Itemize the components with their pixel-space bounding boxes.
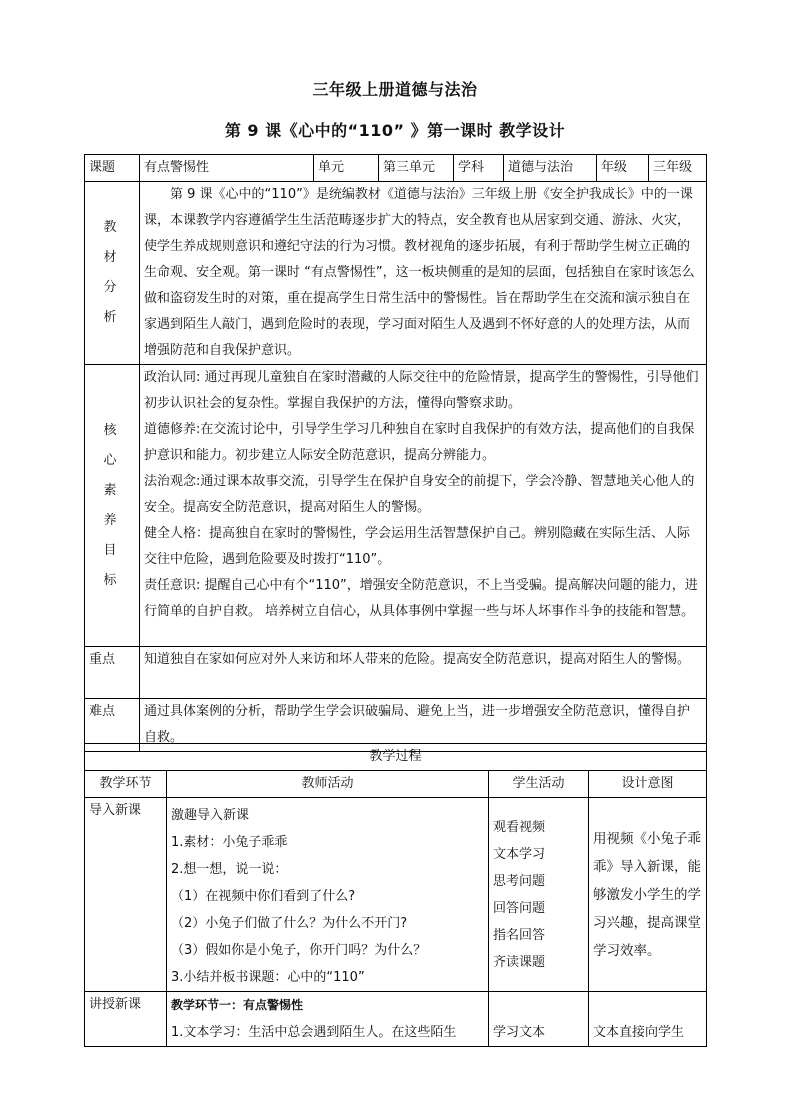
difficulty-label: 难点: [85, 699, 140, 752]
col-stage-header: 教学环节: [85, 771, 167, 798]
student-line: 思考问题: [493, 873, 546, 889]
subject-value: 道德与法治: [504, 155, 597, 182]
teacher-line: 激趣导入新课: [171, 808, 250, 823]
stage-new-lesson: 讲授新课: [85, 992, 167, 1047]
teacher-line: 3.小结并板书课题：心中的“110”: [171, 970, 365, 985]
lesson-info-table: [84, 154, 707, 752]
analysis-label-char: 析: [103, 310, 127, 325]
student-line: 指名回答: [493, 927, 546, 943]
difficulty-text: 通过具体案例的分析，帮助学生学会识破骗局、避免上当，进一步增强安全防范意识，懂得自护自救。: [140, 699, 707, 752]
teacher-line: （2）小兔子们做了什么？为什么不开门?: [171, 916, 408, 931]
page-subtitle: 第 9 课《心中的“110” 》第一课时 教学设计: [224, 121, 566, 140]
student-line: 回答问题: [493, 900, 546, 916]
teacher-activity-intro: [167, 798, 489, 992]
stage-intro: 导入新课: [85, 798, 167, 992]
core-goals-text: [140, 365, 707, 647]
process-header: 教学过程: [85, 744, 707, 771]
design-intent-intro: 用视频《小兔子乖乖》导入新课，能够激发小学生的学习兴趣，提高课堂学习效率。: [589, 798, 707, 992]
core-label-char: 心: [103, 452, 127, 468]
student-line: 观看视频: [493, 819, 546, 835]
core-goal-item: 政治认同: 通过再现儿童独自在家时潜藏的人际交往中的危险情景，提高学生的警惕性，引导他们初步认识社会的复杂性。掌握自我保护的方法，懂得向警察求助。: [144, 370, 699, 411]
col-teacher-header: 教师活动: [167, 771, 489, 798]
core-label-char: 核: [103, 422, 127, 438]
col-student-header: 学生活动: [489, 771, 589, 798]
core-label-char: 目: [103, 542, 127, 558]
unit-value: 第三单元: [379, 155, 454, 182]
intent-line: 文本直接向学生: [593, 1025, 685, 1040]
key-point-text: 知道独自在家如何应对外人来访和坏人带来的危险。提高安全防范意识，提高对陌生人的警惕。: [140, 647, 707, 699]
student-line: 文本学习: [493, 846, 546, 862]
col-intent-header: 设计意图: [589, 771, 707, 798]
teacher-line: 2.想一想，说一说：: [171, 862, 288, 877]
teaching-process-table: [84, 743, 707, 1047]
core-label-char: 养: [103, 512, 127, 528]
teacher-line: 1.素材：小兔子乖乖: [171, 835, 288, 850]
topic-value: 有点警惕性: [140, 155, 314, 182]
core-goal-item: 责任意识: 提醒自己心中有个“110”，增强安全防范意识，不上当受骗。提高解决问题的能力，进行简单的自护自救。 培养树立自信心，从具体事例中掌握一些与坏人坏事作斗争的技能和智慧。: [144, 578, 698, 619]
design-intent-new-lesson: [589, 992, 707, 1047]
core-label-char: 标: [103, 572, 127, 588]
core-goals-label: [85, 365, 140, 647]
subject-label: 学科: [454, 155, 504, 182]
teacher-line: （1）在视频中你们看到了什么?: [171, 889, 356, 904]
grade-value: 三年级: [649, 155, 707, 182]
teacher-line: 1.文本学习：生活中总会遇到陌生人。在这些陌生: [171, 1025, 457, 1040]
analysis-label-char: 材: [103, 250, 127, 265]
analysis-label: [85, 182, 140, 365]
student-activity-intro: [489, 798, 589, 992]
student-activity-new-lesson: [489, 992, 589, 1047]
teacher-line: （3）假如你是小兔子，你开门吗？为什么？: [171, 943, 427, 958]
student-line: 齐读课题: [493, 954, 546, 970]
analysis-text: 第 9 课《心中的“110”》是统编教材《道德与法治》三年级上册《安全护我成长》中的一课课，本课教学内容遵循学生生活范畴逐步扩大的特点，安全教育也从居家到交通、游泳、火灾，使学生养成规则意识和遵纪守法的行为习惯。教材视角的逐步拓展，有利于帮助学生树立正确的生命观、安全观。第一课时 “有点警惕性”，这一板块侧重的是知的层面，包括独自在家时该怎么做和盗窃发生时的对策，重在提高学生日常生活中的警惕性。旨在帮助学生在交流和演示独自在家遇到陌生人敲门，遇到危险时的表现，学习面对陌生人及遇到不怀好意的人的处理方法，从而增强防范和自我保护意识。: [140, 182, 707, 365]
teacher-activity-new-lesson: [167, 992, 489, 1047]
page-title: 三年级上册道德与法治: [312, 80, 478, 99]
student-line: 学习文本: [493, 1025, 546, 1040]
analysis-label-char: 教: [103, 220, 127, 235]
unit-label: 单元: [314, 155, 379, 182]
core-goal-item: 道德修养:在交流讨论中，引导学生学习几种独自在家时自我保护的有效方法，提高他们的自我保护意识和能力。初步建立人际安全防范意识，提高分辨能力。: [144, 422, 695, 463]
core-goal-item: 健全人格：提高独自在家时的警惕性，学会运用生活智慧保护自己。辨别隐藏在实际生活、人际交往中危险，遇到危险要及时拨打“110”。: [144, 526, 691, 567]
analysis-label-char: 分: [103, 280, 127, 295]
topic-label: 课题: [85, 155, 140, 182]
grade-label: 年级: [597, 155, 649, 182]
core-goal-item: 法治观念:通过课本故事交流，引导学生在保护自身安全的前提下，学会冷静、智慧地关心他人的安全。提高安全防范意识，提高对陌生人的警惕。: [144, 474, 695, 515]
teacher-section-heading: 教学环节一：有点警惕性: [171, 998, 304, 1012]
key-point-label: 重点: [85, 647, 140, 699]
core-label-char: 素: [103, 482, 127, 498]
